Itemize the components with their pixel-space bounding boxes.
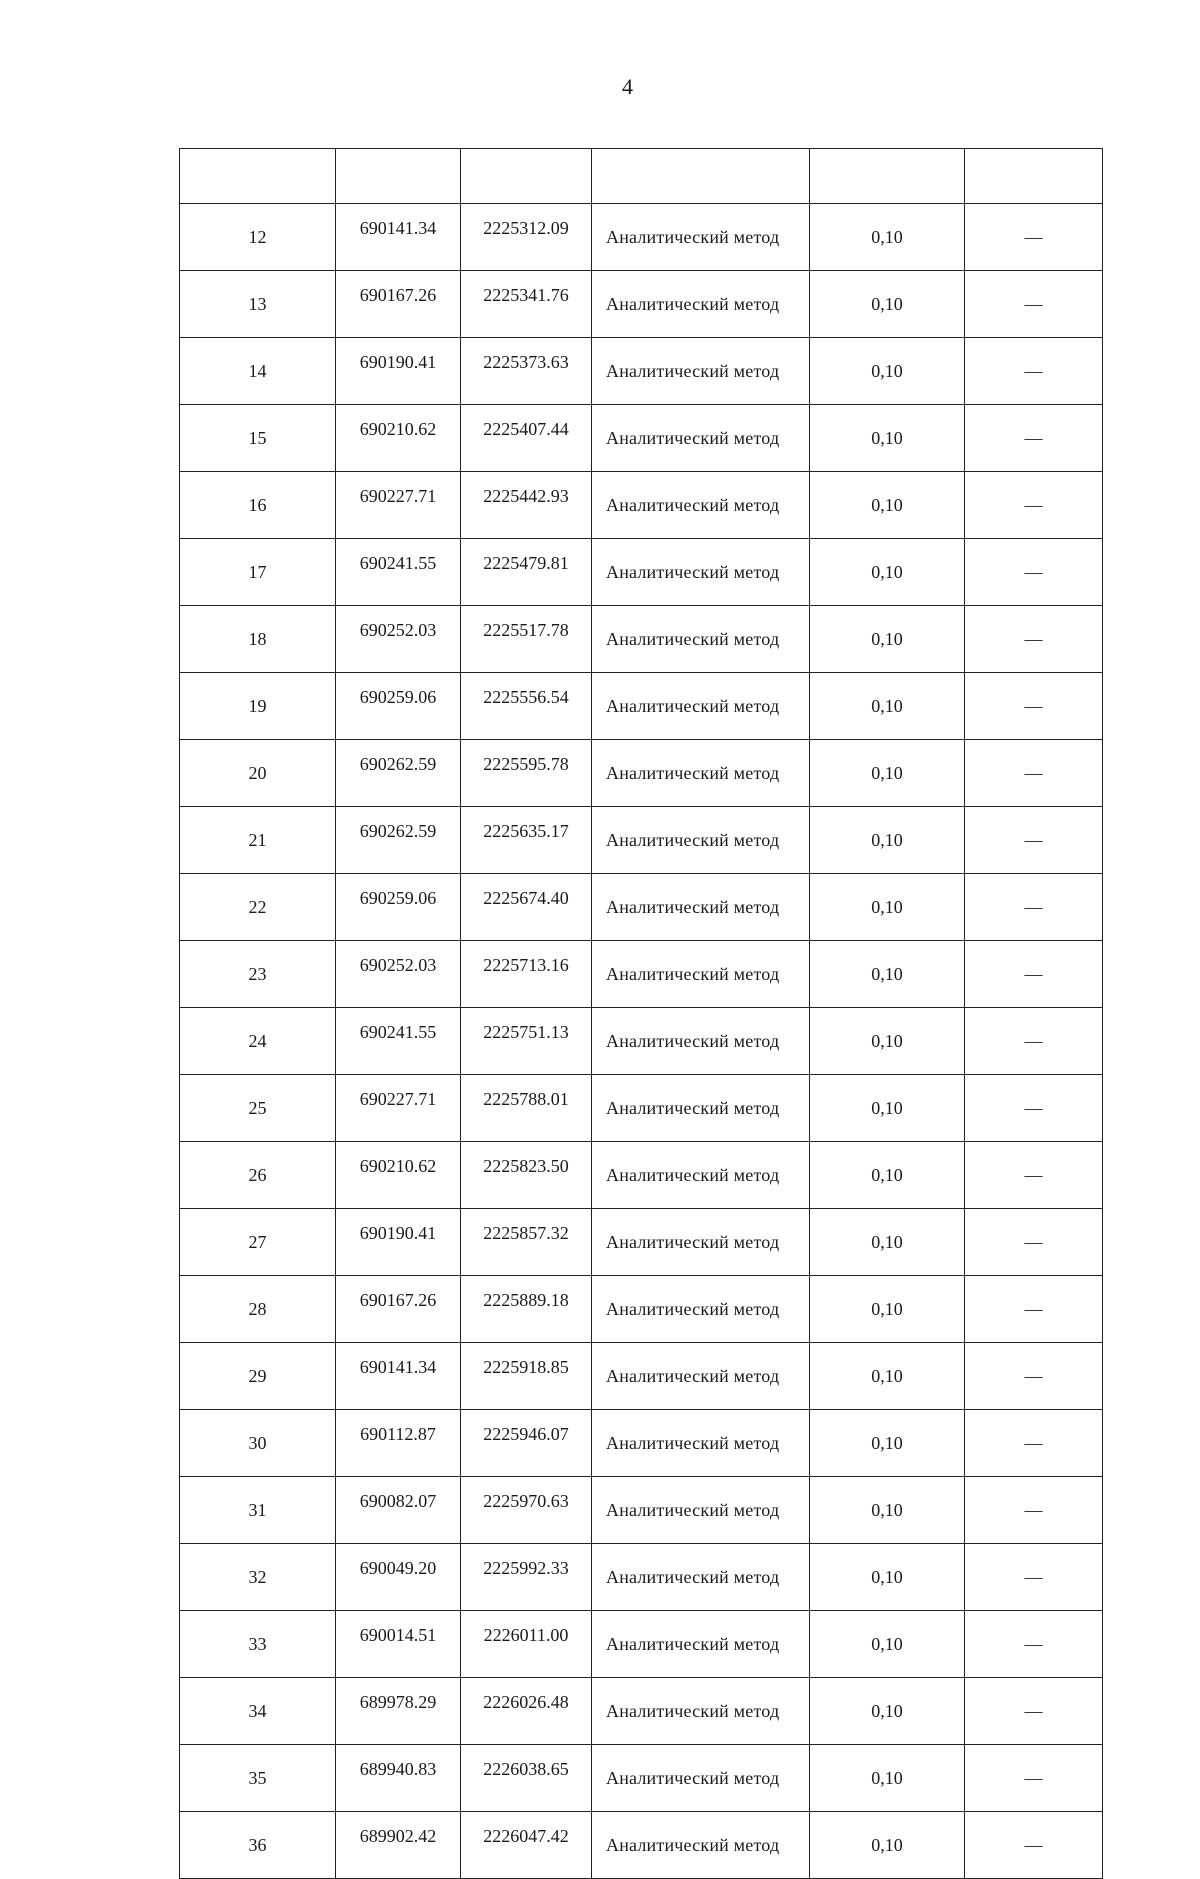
cell-x-coordinate: 690241.55 bbox=[336, 539, 461, 606]
cell-method: Аналитический метод bbox=[592, 941, 810, 1008]
table-row bbox=[180, 539, 1103, 606]
table-row bbox=[180, 1611, 1103, 1678]
cell-y-coordinate: 2225857.32 bbox=[461, 1209, 592, 1276]
cell-note: — bbox=[965, 1276, 1103, 1343]
cell-note: — bbox=[965, 941, 1103, 1008]
cell-note: — bbox=[965, 1343, 1103, 1410]
cell-point-number: 36 bbox=[180, 1812, 336, 1879]
cell-method: Аналитический метод bbox=[592, 874, 810, 941]
cell-note: — bbox=[965, 539, 1103, 606]
cell-accuracy: 0,10 bbox=[810, 405, 965, 472]
cell-y-coordinate: 2225918.85 bbox=[461, 1343, 592, 1410]
table-row bbox=[180, 1477, 1103, 1544]
cell-x-coordinate: 690252.03 bbox=[336, 941, 461, 1008]
cell-note: — bbox=[965, 740, 1103, 807]
cell-accuracy: 0,10 bbox=[810, 606, 965, 673]
cell-point-number: 31 bbox=[180, 1477, 336, 1544]
cell-note: — bbox=[965, 1075, 1103, 1142]
cell-point-number: 32 bbox=[180, 1544, 336, 1611]
cell-y-coordinate: 2226047.42 bbox=[461, 1812, 592, 1879]
cell-note: — bbox=[965, 1611, 1103, 1678]
table-row bbox=[180, 673, 1103, 740]
cell-point-number: 15 bbox=[180, 405, 336, 472]
cell-method: Аналитический метод bbox=[592, 673, 810, 740]
cell-method: Аналитический метод bbox=[592, 1678, 810, 1745]
cell-x-coordinate: 690049.20 bbox=[336, 1544, 461, 1611]
cell-method: Аналитический метод bbox=[592, 1142, 810, 1209]
cell-y-coordinate: 2225556.54 bbox=[461, 673, 592, 740]
cell-y-coordinate: 2225479.81 bbox=[461, 539, 592, 606]
table-row bbox=[180, 1343, 1103, 1410]
cell-note: — bbox=[965, 1410, 1103, 1477]
cell-x-coordinate: 690014.51 bbox=[336, 1611, 461, 1678]
cell-accuracy: 0,10 bbox=[810, 1812, 965, 1879]
cell-accuracy: 0,10 bbox=[810, 271, 965, 338]
cell-accuracy: 0,10 bbox=[810, 1678, 965, 1745]
table-row bbox=[180, 338, 1103, 405]
table-row bbox=[180, 405, 1103, 472]
cell-accuracy: 0,10 bbox=[810, 1745, 965, 1812]
cell-x-coordinate: 690167.26 bbox=[336, 1276, 461, 1343]
cell-x-coordinate: 690210.62 bbox=[336, 405, 461, 472]
header-cell-note bbox=[965, 149, 1103, 204]
cell-x-coordinate: 689978.29 bbox=[336, 1678, 461, 1745]
cell-method: Аналитический метод bbox=[592, 1276, 810, 1343]
cell-method: Аналитический метод bbox=[592, 405, 810, 472]
cell-note: — bbox=[965, 1812, 1103, 1879]
cell-accuracy: 0,10 bbox=[810, 1544, 965, 1611]
cell-note: — bbox=[965, 338, 1103, 405]
table-row bbox=[180, 941, 1103, 1008]
cell-y-coordinate: 2225889.18 bbox=[461, 1276, 592, 1343]
cell-point-number: 12 bbox=[180, 204, 336, 271]
cell-x-coordinate: 690259.06 bbox=[336, 673, 461, 740]
cell-point-number: 17 bbox=[180, 539, 336, 606]
cell-y-coordinate: 2226026.48 bbox=[461, 1678, 592, 1745]
cell-note: — bbox=[965, 1142, 1103, 1209]
table-row bbox=[180, 1008, 1103, 1075]
cell-y-coordinate: 2225595.78 bbox=[461, 740, 592, 807]
cell-point-number: 23 bbox=[180, 941, 336, 1008]
cell-x-coordinate: 690141.34 bbox=[336, 1343, 461, 1410]
cell-point-number: 18 bbox=[180, 606, 336, 673]
page-number: 4 bbox=[622, 74, 633, 99]
cell-accuracy: 0,10 bbox=[810, 1343, 965, 1410]
cell-x-coordinate: 689902.42 bbox=[336, 1812, 461, 1879]
cell-y-coordinate: 2225407.44 bbox=[461, 405, 592, 472]
cell-accuracy: 0,10 bbox=[810, 1075, 965, 1142]
cell-method: Аналитический метод bbox=[592, 1209, 810, 1276]
cell-y-coordinate: 2225635.17 bbox=[461, 807, 592, 874]
cell-note: — bbox=[965, 1008, 1103, 1075]
table-row bbox=[180, 1209, 1103, 1276]
cell-note: — bbox=[965, 1544, 1103, 1611]
coordinates-table bbox=[179, 148, 1103, 1879]
cell-accuracy: 0,10 bbox=[810, 1276, 965, 1343]
cell-x-coordinate: 690252.03 bbox=[336, 606, 461, 673]
cell-point-number: 24 bbox=[180, 1008, 336, 1075]
header-cell-accuracy bbox=[810, 149, 965, 204]
cell-y-coordinate: 2225751.13 bbox=[461, 1008, 592, 1075]
table-row bbox=[180, 204, 1103, 271]
cell-point-number: 16 bbox=[180, 472, 336, 539]
table-row bbox=[180, 1678, 1103, 1745]
cell-x-coordinate: 690259.06 bbox=[336, 874, 461, 941]
header-cell-x bbox=[336, 149, 461, 204]
cell-x-coordinate: 690227.71 bbox=[336, 1075, 461, 1142]
cell-method: Аналитический метод bbox=[592, 472, 810, 539]
cell-method: Аналитический метод bbox=[592, 1544, 810, 1611]
cell-accuracy: 0,10 bbox=[810, 1008, 965, 1075]
header-cell-y bbox=[461, 149, 592, 204]
table-row bbox=[180, 1745, 1103, 1812]
cell-method: Аналитический метод bbox=[592, 606, 810, 673]
cell-note: — bbox=[965, 1678, 1103, 1745]
cell-note: — bbox=[965, 405, 1103, 472]
cell-note: — bbox=[965, 472, 1103, 539]
cell-x-coordinate: 690082.07 bbox=[336, 1477, 461, 1544]
cell-y-coordinate: 2225442.93 bbox=[461, 472, 592, 539]
cell-method: Аналитический метод bbox=[592, 204, 810, 271]
table-row bbox=[180, 874, 1103, 941]
cell-point-number: 14 bbox=[180, 338, 336, 405]
cell-note: — bbox=[965, 1477, 1103, 1544]
cell-accuracy: 0,10 bbox=[810, 338, 965, 405]
cell-y-coordinate: 2225788.01 bbox=[461, 1075, 592, 1142]
table-row bbox=[180, 740, 1103, 807]
table-row bbox=[180, 1075, 1103, 1142]
cell-y-coordinate: 2226038.65 bbox=[461, 1745, 592, 1812]
cell-y-coordinate: 2225373.63 bbox=[461, 338, 592, 405]
cell-accuracy: 0,10 bbox=[810, 874, 965, 941]
cell-accuracy: 0,10 bbox=[810, 941, 965, 1008]
cell-note: — bbox=[965, 807, 1103, 874]
header-cell-point bbox=[180, 149, 336, 204]
cell-accuracy: 0,10 bbox=[810, 472, 965, 539]
cell-x-coordinate: 690262.59 bbox=[336, 740, 461, 807]
table-row bbox=[180, 1410, 1103, 1477]
table-row bbox=[180, 1276, 1103, 1343]
cell-x-coordinate: 690141.34 bbox=[336, 204, 461, 271]
cell-point-number: 30 bbox=[180, 1410, 336, 1477]
cell-x-coordinate: 690190.41 bbox=[336, 338, 461, 405]
cell-accuracy: 0,10 bbox=[810, 539, 965, 606]
cell-point-number: 22 bbox=[180, 874, 336, 941]
table-row bbox=[180, 472, 1103, 539]
cell-method: Аналитический метод bbox=[592, 539, 810, 606]
cell-point-number: 29 bbox=[180, 1343, 336, 1410]
table-row bbox=[180, 1812, 1103, 1879]
cell-y-coordinate: 2225312.09 bbox=[461, 204, 592, 271]
cell-note: — bbox=[965, 1209, 1103, 1276]
cell-method: Аналитический метод bbox=[592, 740, 810, 807]
cell-x-coordinate: 690190.41 bbox=[336, 1209, 461, 1276]
cell-method: Аналитический метод bbox=[592, 271, 810, 338]
cell-method: Аналитический метод bbox=[592, 338, 810, 405]
cell-method: Аналитический метод bbox=[592, 1477, 810, 1544]
cell-point-number: 34 bbox=[180, 1678, 336, 1745]
cell-note: — bbox=[965, 874, 1103, 941]
cell-accuracy: 0,10 bbox=[810, 1142, 965, 1209]
cell-y-coordinate: 2226011.00 bbox=[461, 1611, 592, 1678]
table-header-row bbox=[180, 149, 1103, 204]
cell-x-coordinate: 690112.87 bbox=[336, 1410, 461, 1477]
cell-point-number: 21 bbox=[180, 807, 336, 874]
cell-x-coordinate: 690241.55 bbox=[336, 1008, 461, 1075]
cell-note: — bbox=[965, 1745, 1103, 1812]
cell-note: — bbox=[965, 606, 1103, 673]
cell-accuracy: 0,10 bbox=[810, 204, 965, 271]
cell-point-number: 27 bbox=[180, 1209, 336, 1276]
cell-method: Аналитический метод bbox=[592, 1343, 810, 1410]
cell-y-coordinate: 2225341.76 bbox=[461, 271, 592, 338]
cell-accuracy: 0,10 bbox=[810, 673, 965, 740]
cell-accuracy: 0,10 bbox=[810, 807, 965, 874]
cell-method: Аналитический метод bbox=[592, 807, 810, 874]
table-row bbox=[180, 807, 1103, 874]
cell-note: — bbox=[965, 271, 1103, 338]
cell-method: Аналитический метод bbox=[592, 1410, 810, 1477]
cell-point-number: 20 bbox=[180, 740, 336, 807]
cell-point-number: 13 bbox=[180, 271, 336, 338]
cell-method: Аналитический метод bbox=[592, 1745, 810, 1812]
cell-point-number: 26 bbox=[180, 1142, 336, 1209]
cell-point-number: 19 bbox=[180, 673, 336, 740]
cell-x-coordinate: 690262.59 bbox=[336, 807, 461, 874]
table-row bbox=[180, 606, 1103, 673]
cell-point-number: 28 bbox=[180, 1276, 336, 1343]
cell-accuracy: 0,10 bbox=[810, 1611, 965, 1678]
cell-x-coordinate: 690227.71 bbox=[336, 472, 461, 539]
cell-method: Аналитический метод bbox=[592, 1075, 810, 1142]
cell-note: — bbox=[965, 673, 1103, 740]
cell-x-coordinate: 689940.83 bbox=[336, 1745, 461, 1812]
cell-accuracy: 0,10 bbox=[810, 1410, 965, 1477]
cell-y-coordinate: 2225823.50 bbox=[461, 1142, 592, 1209]
cell-y-coordinate: 2225517.78 bbox=[461, 606, 592, 673]
cell-note: — bbox=[965, 204, 1103, 271]
cell-point-number: 33 bbox=[180, 1611, 336, 1678]
table-row bbox=[180, 1142, 1103, 1209]
cell-y-coordinate: 2225946.07 bbox=[461, 1410, 592, 1477]
cell-y-coordinate: 2225992.33 bbox=[461, 1544, 592, 1611]
cell-accuracy: 0,10 bbox=[810, 1209, 965, 1276]
table-row bbox=[180, 271, 1103, 338]
cell-method: Аналитический метод bbox=[592, 1611, 810, 1678]
cell-accuracy: 0,10 bbox=[810, 740, 965, 807]
table-row bbox=[180, 1544, 1103, 1611]
cell-y-coordinate: 2225674.40 bbox=[461, 874, 592, 941]
cell-method: Аналитический метод bbox=[592, 1008, 810, 1075]
cell-x-coordinate: 690167.26 bbox=[336, 271, 461, 338]
header-cell-method bbox=[592, 149, 810, 204]
cell-x-coordinate: 690210.62 bbox=[336, 1142, 461, 1209]
cell-point-number: 25 bbox=[180, 1075, 336, 1142]
table-body bbox=[180, 149, 1103, 1879]
cell-y-coordinate: 2225970.63 bbox=[461, 1477, 592, 1544]
cell-point-number: 35 bbox=[180, 1745, 336, 1812]
cell-accuracy: 0,10 bbox=[810, 1477, 965, 1544]
cell-y-coordinate: 2225713.16 bbox=[461, 941, 592, 1008]
cell-method: Аналитический метод bbox=[592, 1812, 810, 1879]
